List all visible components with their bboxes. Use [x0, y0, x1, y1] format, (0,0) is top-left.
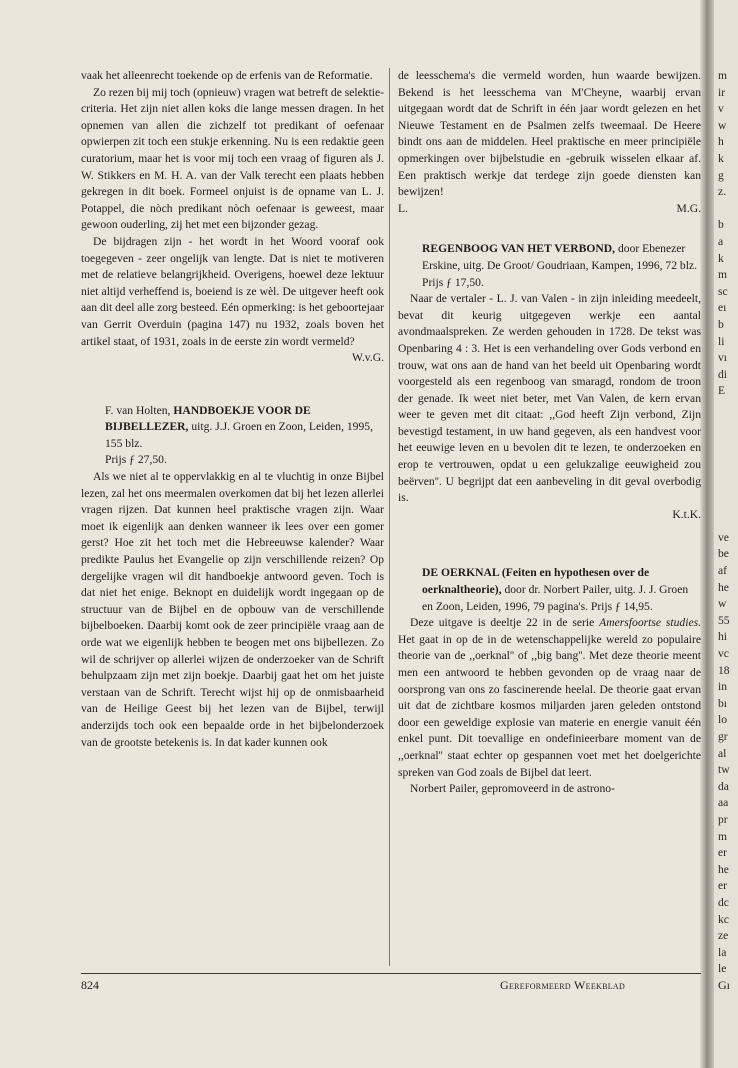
next-page-fragment: m — [718, 829, 728, 843]
next-page-fragment: ir — [718, 85, 726, 99]
intro-signature: W.v.G. — [352, 351, 384, 365]
next-page-fragment: ve — [718, 530, 729, 544]
review3-title: DE OERKNAL (Feiten en hypothesen over de oerknaltheorie), — [422, 566, 650, 597]
footer-rule — [81, 973, 701, 974]
intro-paragraph-2: Zo rezen bij mij toch (opnieuw) vragen wat betreft de selektie-criteria. Het zijn niet allen koks die lange messen dragen. In het opnemen van allen die zichzelf tot predikant of oefenaar opwierpen zit toch een stukje erkenning. Nu is een redaktie geen curatorium, maar het is voor mij toch een vraag of figuren als J. W. Stikkers en M. H. A. van der Valk terecht een plaats hebben gekregen in dit boek. Formeel onjuist is de opname van L. J. Potappel, die nòch predikant nòch oefenaar is geweest, maar gewoon ouderling, zij het met een bijzonder gezag. — [81, 85, 385, 232]
signature-right: M.G. — [676, 201, 701, 215]
next-page-fragment: al — [718, 746, 727, 760]
review-heading-oerknal — [422, 565, 701, 615]
review-price: Prijs ƒ 27,50. — [105, 453, 167, 467]
next-page-fragment: b — [718, 218, 724, 232]
left-column — [81, 68, 384, 751]
next-page-fragment: vı — [718, 351, 728, 365]
next-page-fragment — [718, 201, 738, 218]
next-page-fragment: 55 — [718, 613, 730, 627]
next-page-fragment: kc — [718, 912, 729, 926]
review2-signature: K.t.K. — [672, 507, 701, 521]
next-page-fragment: he — [718, 580, 729, 594]
next-page-fragment: k — [718, 251, 724, 265]
next-page-fragment: he — [718, 862, 729, 876]
intro-paragraph-3: De bijdragen zijn - het wordt in het Woord vooraf ook toegegeven - zeer ongelijk van lengte. Dat is niet te motiveren met de relatieve belangrijkheid. Overigens, hoewel deze lektuur niet altijd verheffend is, boeiend is ze wèl. De uitgever heeft ook aan dit deel alle zorg besteed. Eén opmerking: is het geboortejaar van Gerrit Overduin (pagina 147) nu 1932, zoals boven het artikel staat, of 1931, zoals in de eerste zin wordt vermeld? — [81, 234, 384, 348]
next-page-fragment: la — [718, 945, 727, 959]
review2-details: door Ebenezer Erskine, uitg. De Groot/ Goudriaan, Kampen, 1996, 72 blz. Prijs ƒ 17,50. — [422, 242, 697, 289]
next-page-fragment: k — [718, 151, 724, 165]
next-page-fragment: h — [718, 135, 724, 149]
next-page-fragment: li — [718, 334, 725, 348]
review-body-handboekje: Als we niet al te oppervlakkig en al te vluchtig in onze Bijbel lezen, zal het ons meermalen overkomen dat bij het lezen allerlei vragen rijzen. Dat kunnen heel praktische vragen zijn. Waar moet ik eigenlijk aan denken wanneer ik lees over een gomer gerst? Hoe zit het toch met die Hebreeuwse kalender? Waar predikte Paulus het Evangelie op zijn verschillende reizen? Op dergelijke vragen wil dit handboekje antwoord geven. Toch is dat niet het enige. Beknopt en duidelijk wordt ingegaan op de structuur van de Bijbel en de opbouw van de verschillende bijbelboeken. Daarbij komt ook de zeer principiële vraag aan de orde wat we eigenlijk hebben te beogen met ons bijbellezen. Zo wil de schrijver op allerlei wijzen de onderzoeker van de Schrift behulpzaam zijn met zijn boekje. Daarbij gaat het om het juiste verstaan van de Schrift. Terecht wijst hij op de onmisbaarheid van de Heilige Geest bij het lezen van de Bijbel, terwijl anderzijds toch ook een bepaalde orde in het bijbelonderzoek van de grootste betekenis is. In dat kader kunnen ook — [81, 470, 384, 749]
review-heading-regenboog — [422, 241, 701, 291]
next-page-text — [718, 68, 738, 978]
next-page-fragment: pr — [718, 812, 728, 826]
next-page-fragment: g — [718, 168, 724, 182]
continuation-signature — [398, 201, 701, 218]
next-page-fragment: aa — [718, 796, 729, 810]
review-title: HANDBOEKJE VOOR DE BIJBELLEZER, — [105, 403, 311, 434]
page-number: 824 — [81, 978, 99, 992]
review-heading-handboekje — [105, 403, 384, 453]
running-footer: Gereformeerd Weekblad — [500, 978, 626, 992]
next-page-fragment: v — [718, 102, 724, 116]
next-page-fragment: sc — [718, 284, 728, 298]
next-page-fragment: a — [718, 234, 724, 248]
next-page-fragment: z. — [718, 185, 727, 199]
review3-series: Amersfoortse studies. — [599, 616, 701, 630]
next-page-fragment: m — [718, 69, 728, 82]
continuation-paragraph: de leesschema's die vermeld worden, hun waarde bewijzen. Bekend is het leesschema van M'Cheyne, waarbij ervan uitgegaan wordt dat de Schrift in één jaar wordt gelezen en het Nieuwe Testament en de Psalmen zelfs tweemaal. De Heere bindt ons aan de middelen. Heel praktische en meer principiële opmerkingen over bijbelstudie en -gebruik wisselen elkaar af. Een praktisch werkje dat terdege zijn goede diensten kan bewijzen! — [398, 69, 701, 199]
next-page-fragment: di — [718, 367, 728, 381]
next-page-fragment: er — [718, 879, 728, 893]
next-page-fragment: m — [718, 268, 728, 282]
next-page-fragment: lo — [718, 713, 728, 727]
next-page-fragment: hi — [718, 630, 728, 644]
next-page-fragment: E — [718, 384, 726, 398]
next-page-fragment: 18 — [718, 663, 730, 677]
next-page-fragment: be — [718, 547, 729, 561]
signature-left: L. — [398, 201, 408, 215]
next-page-fragments-top — [718, 68, 738, 400]
page-gutter — [700, 0, 714, 1068]
review3-body-start: Deze uitgave is deeltje 22 in de serie — [410, 616, 595, 630]
next-page-footer: Gı — [718, 978, 730, 992]
next-page-fragment: da — [718, 779, 729, 793]
intro-paragraph-1: vaak het alleenrecht toekende op de erfenis van de Reformatie. — [81, 69, 373, 82]
review-publisher: uitg. J.J. Groen en Zoon, Leiden, 1995, 155 blz. — [105, 420, 373, 450]
review2-title: REGENBOOG VAN HET VERBOND, — [422, 242, 616, 256]
review-body-oerknal — [398, 615, 701, 781]
right-column — [398, 68, 701, 798]
review-body-regenboog: Naar de vertaler - L. J. van Valen - in zijn inleiding meedeelt, bevat dit keurig uitgegeven werkje een aantal avondmaalspreken. Ze werden gehouden in 1728. De tekst was Openbaring 4 : 3. Het is een verhandeling over Gods verbond en trouw, wat ons aan de hand van het beeld uit Openbaring wordt voorgesteld als een regenboog van smaragd, rondom de troon der genade. Ik weet niet beter, met Van Valen, de kern ervan weer te geven met dit citaat: ,,God heeft Zijn verbond, Zijn bevestigd testament, in uw hand gegeven, als een handvest voor het eeuwige leven en u bevolen dit te lezen, te onderzoeken en erop te vertrouwen, opdat u een gelukzalige eeuwigheid zou beërven''. U begrijpt dat een aanbeveling in dit geval overbodig is. — [398, 292, 701, 505]
next-page-fragment: ze — [718, 929, 729, 943]
next-page-fragment: dc — [718, 895, 729, 909]
next-page-fragment: b — [718, 317, 724, 331]
next-page-fragment: gr — [718, 730, 728, 743]
next-page-fragment: le — [718, 962, 727, 976]
review3-details: door dr. Norbert Pailer, uitg. J. J. Groen en Zoon, Leiden, 1996, 79 pagina's. Prijs ƒ 14,95. — [422, 583, 689, 613]
next-page-fragment: af — [718, 564, 728, 578]
review-author: F. van Holten, — [105, 403, 171, 417]
next-page-fragment: vc — [718, 647, 729, 661]
next-page-fragment: w — [718, 118, 727, 132]
next-page-fragments-bottom — [718, 530, 738, 978]
review3-last-line: Norbert Pailer, gepromoveerd in de astrono- — [410, 782, 615, 796]
next-page-fragment: eı — [718, 301, 727, 315]
next-page-fragment: er — [718, 846, 728, 860]
next-page-fragment: bı — [718, 696, 728, 710]
next-page-fragment: w — [718, 597, 727, 611]
next-page-fragment: in — [718, 680, 728, 694]
next-page-fragment: tw — [718, 763, 730, 777]
column-divider — [389, 68, 390, 966]
review3-body-rest: Het gaat in op de in de wetenschappelijke wereld zo populaire theorie van de ,,oerknal'' of ,,big bang''. Met deze theorie meent men een antwoord te hebben gevonden op de vraag naar de oorsprong van ons zo fascinerende heelal. De theorie gaat ervan uit dat de zichtbare kosmos miljarden jaren geleden ontstond door een geweldige explosie van materie en energie vanuit één enkel punt. Dit toevallige en ondefinieerbare moment van de ,,oerknal'' staat echter op gespannen voet met het doelgerichte spreken van God zoals de Bijbel dat leert. — [398, 632, 701, 779]
